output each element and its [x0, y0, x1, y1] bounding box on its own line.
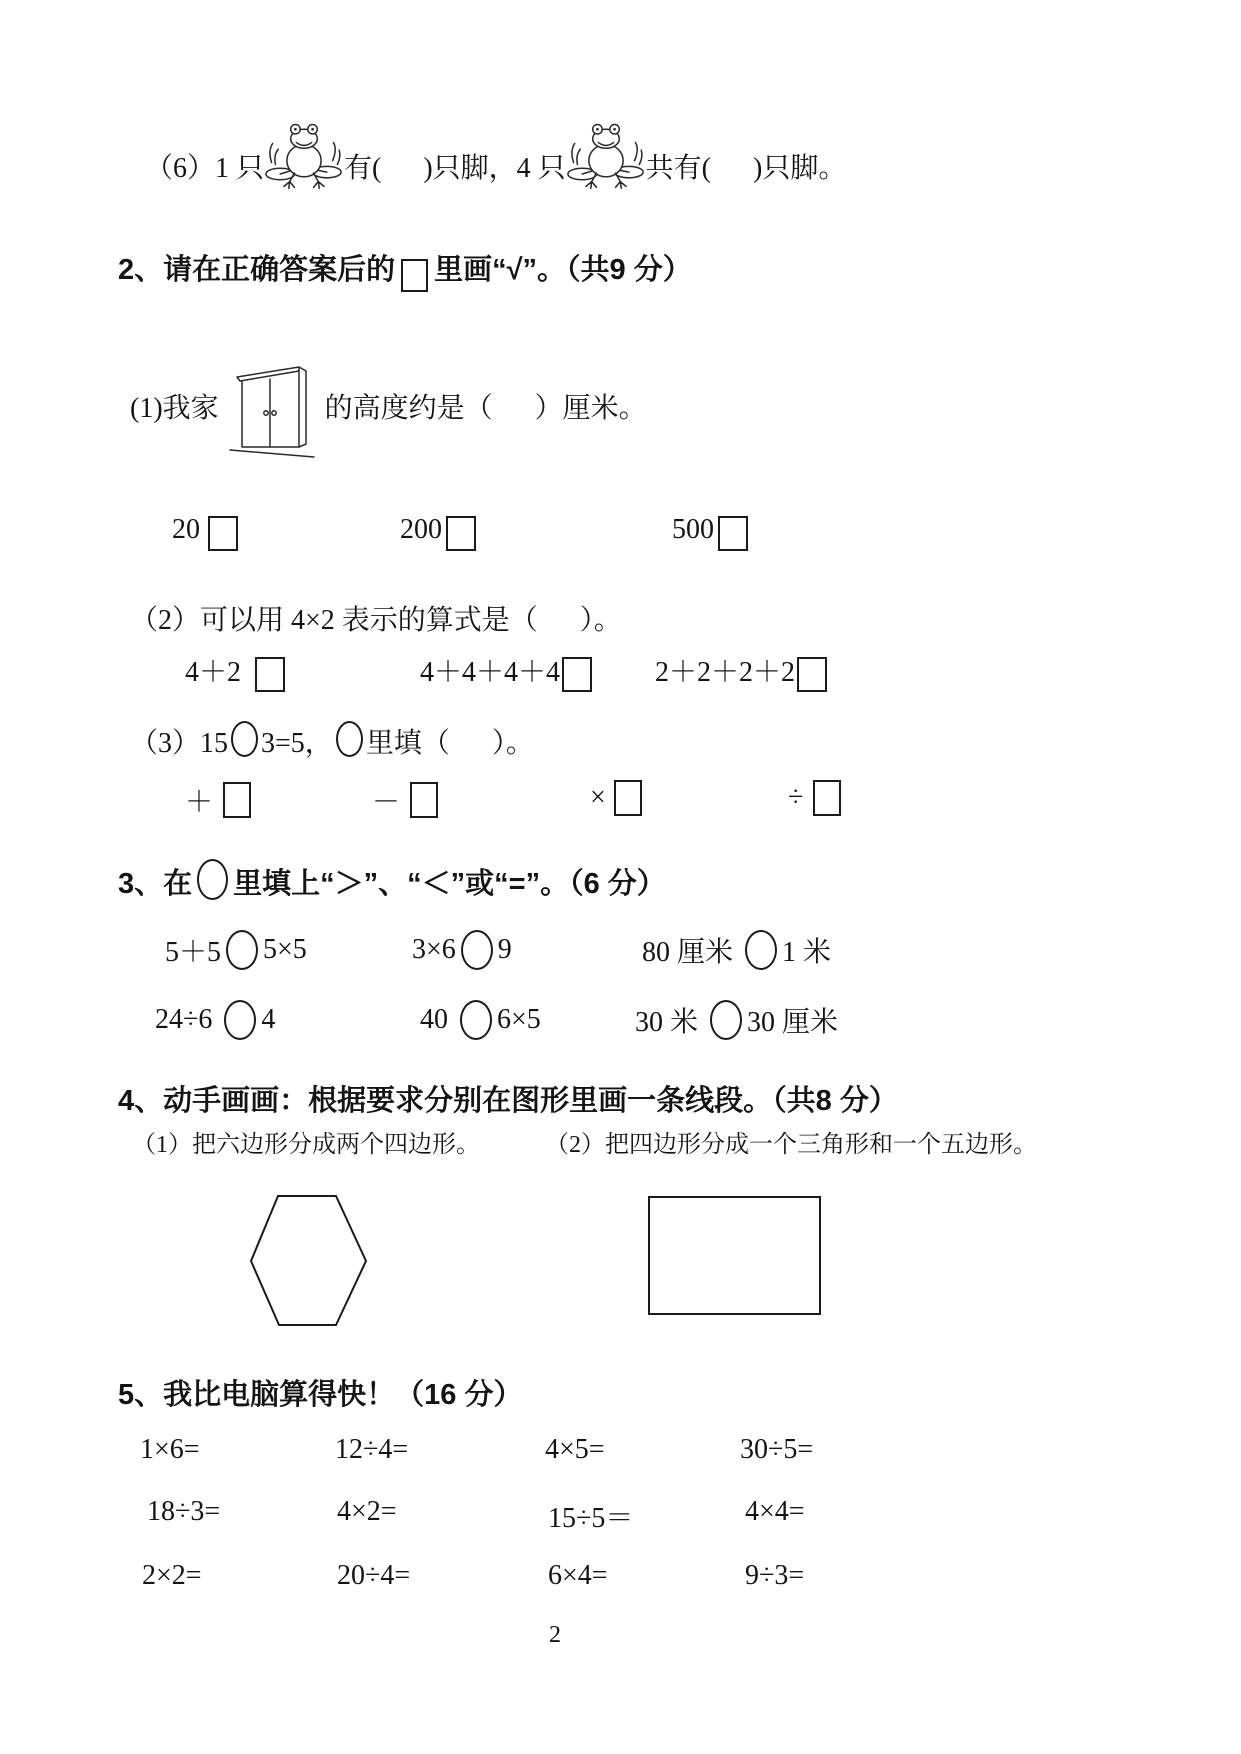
frog-icon	[566, 118, 646, 190]
q2-sub3-seg1: （3）15	[130, 728, 229, 759]
operator-label: ＋	[185, 787, 214, 818]
q4-sub1-text: （1）把六边形分成两个四边形。	[132, 1132, 480, 1158]
q3-compare-cell	[642, 930, 831, 970]
compare-left: 40	[420, 1004, 455, 1035]
q4-sub2	[545, 1124, 1037, 1159]
q1-item6-suffix: 共有( )只脚。	[645, 153, 847, 184]
calc-item: 2×2=	[142, 1560, 202, 1591]
q2-sub1-option-200	[400, 512, 476, 547]
q3-compare-cell	[412, 930, 512, 970]
q2-sub1-option-500	[672, 512, 748, 547]
option-label: 4＋2	[185, 657, 242, 688]
q2-sub3-option-plus	[185, 780, 251, 820]
compare-right: 5×5	[263, 934, 307, 965]
answer-checkbox[interactable]	[255, 657, 285, 692]
q2-heading-pre: 2、请在正确答案后的	[118, 254, 396, 286]
q2-heading-post: 里画“√”。（共9 分）	[434, 254, 692, 286]
calc-item: 9÷3=	[745, 1560, 805, 1591]
q5-heading	[118, 1372, 522, 1413]
q2-sub1-pre: (1)我家	[130, 393, 219, 424]
calc-item: 12÷4=	[335, 1434, 409, 1465]
comparison-circle[interactable]	[710, 1000, 742, 1040]
q1-item6-line	[145, 118, 846, 190]
q3-heading-pre: 3、在	[118, 868, 193, 900]
answer-checkbox[interactable]	[813, 780, 841, 816]
option-label: 500	[672, 513, 714, 545]
q4-heading-text: 4、动手画画：根据要求分别在图形里画一条线段。（共8 分）	[118, 1085, 898, 1117]
operator-label: ×	[590, 782, 606, 813]
answer-checkbox[interactable]	[797, 657, 827, 692]
compare-left: 80 厘米	[642, 937, 741, 968]
comparison-circle[interactable]	[745, 930, 777, 970]
calc-item: 6×4=	[548, 1560, 608, 1591]
compare-left: 24÷6	[155, 1004, 220, 1035]
q2-sub3-line	[130, 716, 534, 761]
calc-item: 18÷3=	[147, 1496, 221, 1527]
option-label: 20	[172, 513, 200, 545]
q3-heading-post: 里填上“＞”、“＜”或“=”。（6 分）	[233, 868, 666, 900]
q3-compare-cell	[155, 1000, 275, 1040]
answer-checkbox[interactable]	[223, 782, 251, 818]
q2-sub1-option-20	[172, 512, 238, 547]
q1-item6-prefix: （6）1 只	[145, 153, 265, 184]
answer-checkbox-example	[401, 259, 428, 292]
q2-heading	[118, 246, 692, 288]
q2-sub2-line	[130, 598, 622, 638]
page-number: 2	[549, 1622, 561, 1648]
calc-item: 1×6=	[140, 1434, 200, 1465]
answer-checkbox[interactable]	[446, 516, 476, 551]
q2-sub2-option-2	[420, 650, 592, 690]
q3-compare-cell	[635, 1000, 838, 1040]
answer-checkbox[interactable]	[562, 657, 592, 692]
compare-left: 3×6	[412, 934, 456, 965]
q2-sub3-option-times	[590, 780, 642, 816]
q2-sub1-line	[130, 362, 647, 460]
frog-icon	[264, 118, 344, 190]
option-label: 2＋2＋2＋2	[655, 657, 796, 688]
answer-checkbox[interactable]	[208, 516, 238, 551]
operator-label: －	[372, 787, 401, 818]
calc-item: 4×5=	[545, 1434, 605, 1465]
comparison-circle[interactable]	[460, 1000, 492, 1040]
operator-label: ÷	[788, 782, 804, 813]
calc-item: 4×4=	[745, 1496, 805, 1527]
comparison-circle[interactable]	[226, 930, 258, 970]
calc-item: 30÷5=	[740, 1434, 814, 1465]
hexagon-shape[interactable]	[249, 1194, 368, 1328]
answer-checkbox[interactable]	[410, 782, 438, 818]
compare-right: 30 厘米	[747, 1007, 839, 1038]
q1-item6-middle: 有( )只脚，4 只	[344, 153, 566, 184]
q2-sub3-seg2: 3=5，	[261, 728, 333, 759]
option-label: 200	[400, 513, 442, 545]
compare-right: 4	[261, 1004, 276, 1035]
q3-compare-cell	[420, 1000, 541, 1040]
compare-left: 30 米	[635, 1007, 706, 1038]
q2-sub1-post: 的高度约是（ ）厘米。	[324, 393, 647, 424]
comparison-circle[interactable]	[224, 1000, 256, 1040]
q4-sub2-text: （2）把四边形分成一个三角形和一个五边形。	[545, 1132, 1037, 1158]
q2-sub3-seg3: 里填（ ）。	[365, 728, 534, 759]
q2-sub3-option-divide	[788, 780, 841, 816]
operator-circle-blank	[336, 721, 363, 757]
operator-circle-blank	[231, 721, 258, 757]
q3-heading	[118, 852, 666, 902]
option-label: 4＋4＋4＋4	[420, 657, 561, 688]
answer-checkbox[interactable]	[718, 516, 748, 551]
q2-sub3-option-minus	[372, 780, 438, 820]
q2-sub2-option-3	[655, 650, 827, 690]
rectangle-shape[interactable]	[648, 1196, 821, 1315]
double-door-icon	[229, 362, 315, 460]
calc-item: 4×2=	[337, 1496, 397, 1527]
compare-right: 1 米	[782, 937, 832, 968]
answer-checkbox[interactable]	[614, 780, 642, 816]
q2-sub2-text: （2）可以用 4×2 表示的算式是（ ）。	[130, 605, 622, 636]
calc-item: 20÷4=	[337, 1560, 411, 1591]
comparison-circle-example	[197, 859, 228, 900]
calc-item: 15÷5＝	[548, 1503, 634, 1534]
compare-right: 9	[497, 934, 512, 965]
q2-sub2-option-1	[185, 650, 285, 690]
comparison-circle[interactable]	[461, 930, 493, 970]
q3-compare-cell	[165, 930, 307, 970]
compare-right: 6×5	[497, 1004, 541, 1035]
q4-heading	[118, 1078, 898, 1119]
compare-left: 5＋5	[165, 937, 222, 968]
q4-sub1	[132, 1124, 480, 1159]
q5-heading-text: 5、我比电脑算得快！（16 分）	[118, 1379, 523, 1411]
